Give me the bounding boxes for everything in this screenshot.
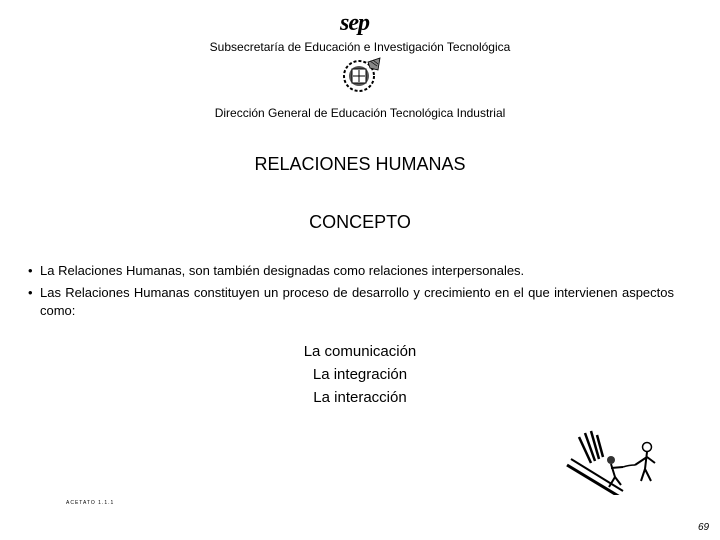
sep-logo: sep [340, 10, 369, 36]
page-title: RELACIONES HUMANAS [254, 154, 466, 174]
bullet-marker: • [28, 263, 33, 278]
bullet-item [28, 262, 674, 280]
dgeti-gear-emblem-icon [340, 56, 382, 96]
direccion-heading: Dirección General de Educación Tecnológica Industrial [214, 106, 506, 120]
slide-reference: ACETATO 1.1.1 [66, 500, 115, 506]
bullet-item [28, 284, 674, 320]
bullet-text: Las Relaciones Humanas constituyen un proceso de desarrollo y crecimiento en el que intervienen aspectos como: [40, 285, 674, 318]
bullet-marker: • [28, 285, 33, 300]
list-item: La integración [312, 366, 408, 383]
list-item: La comunicación [303, 343, 417, 360]
page-number: 69 [698, 522, 710, 533]
subsecretaria-heading: Subsecretaría de Educación e Investigación Tecnológica [209, 40, 511, 54]
people-helping-on-hill-icon [565, 425, 665, 495]
section-subtitle: CONCEPTO [309, 212, 411, 232]
list-item: La interacción [313, 389, 407, 406]
bullet-text: La Relaciones Humanas, son también designadas como relaciones interpersonales. [40, 263, 525, 278]
